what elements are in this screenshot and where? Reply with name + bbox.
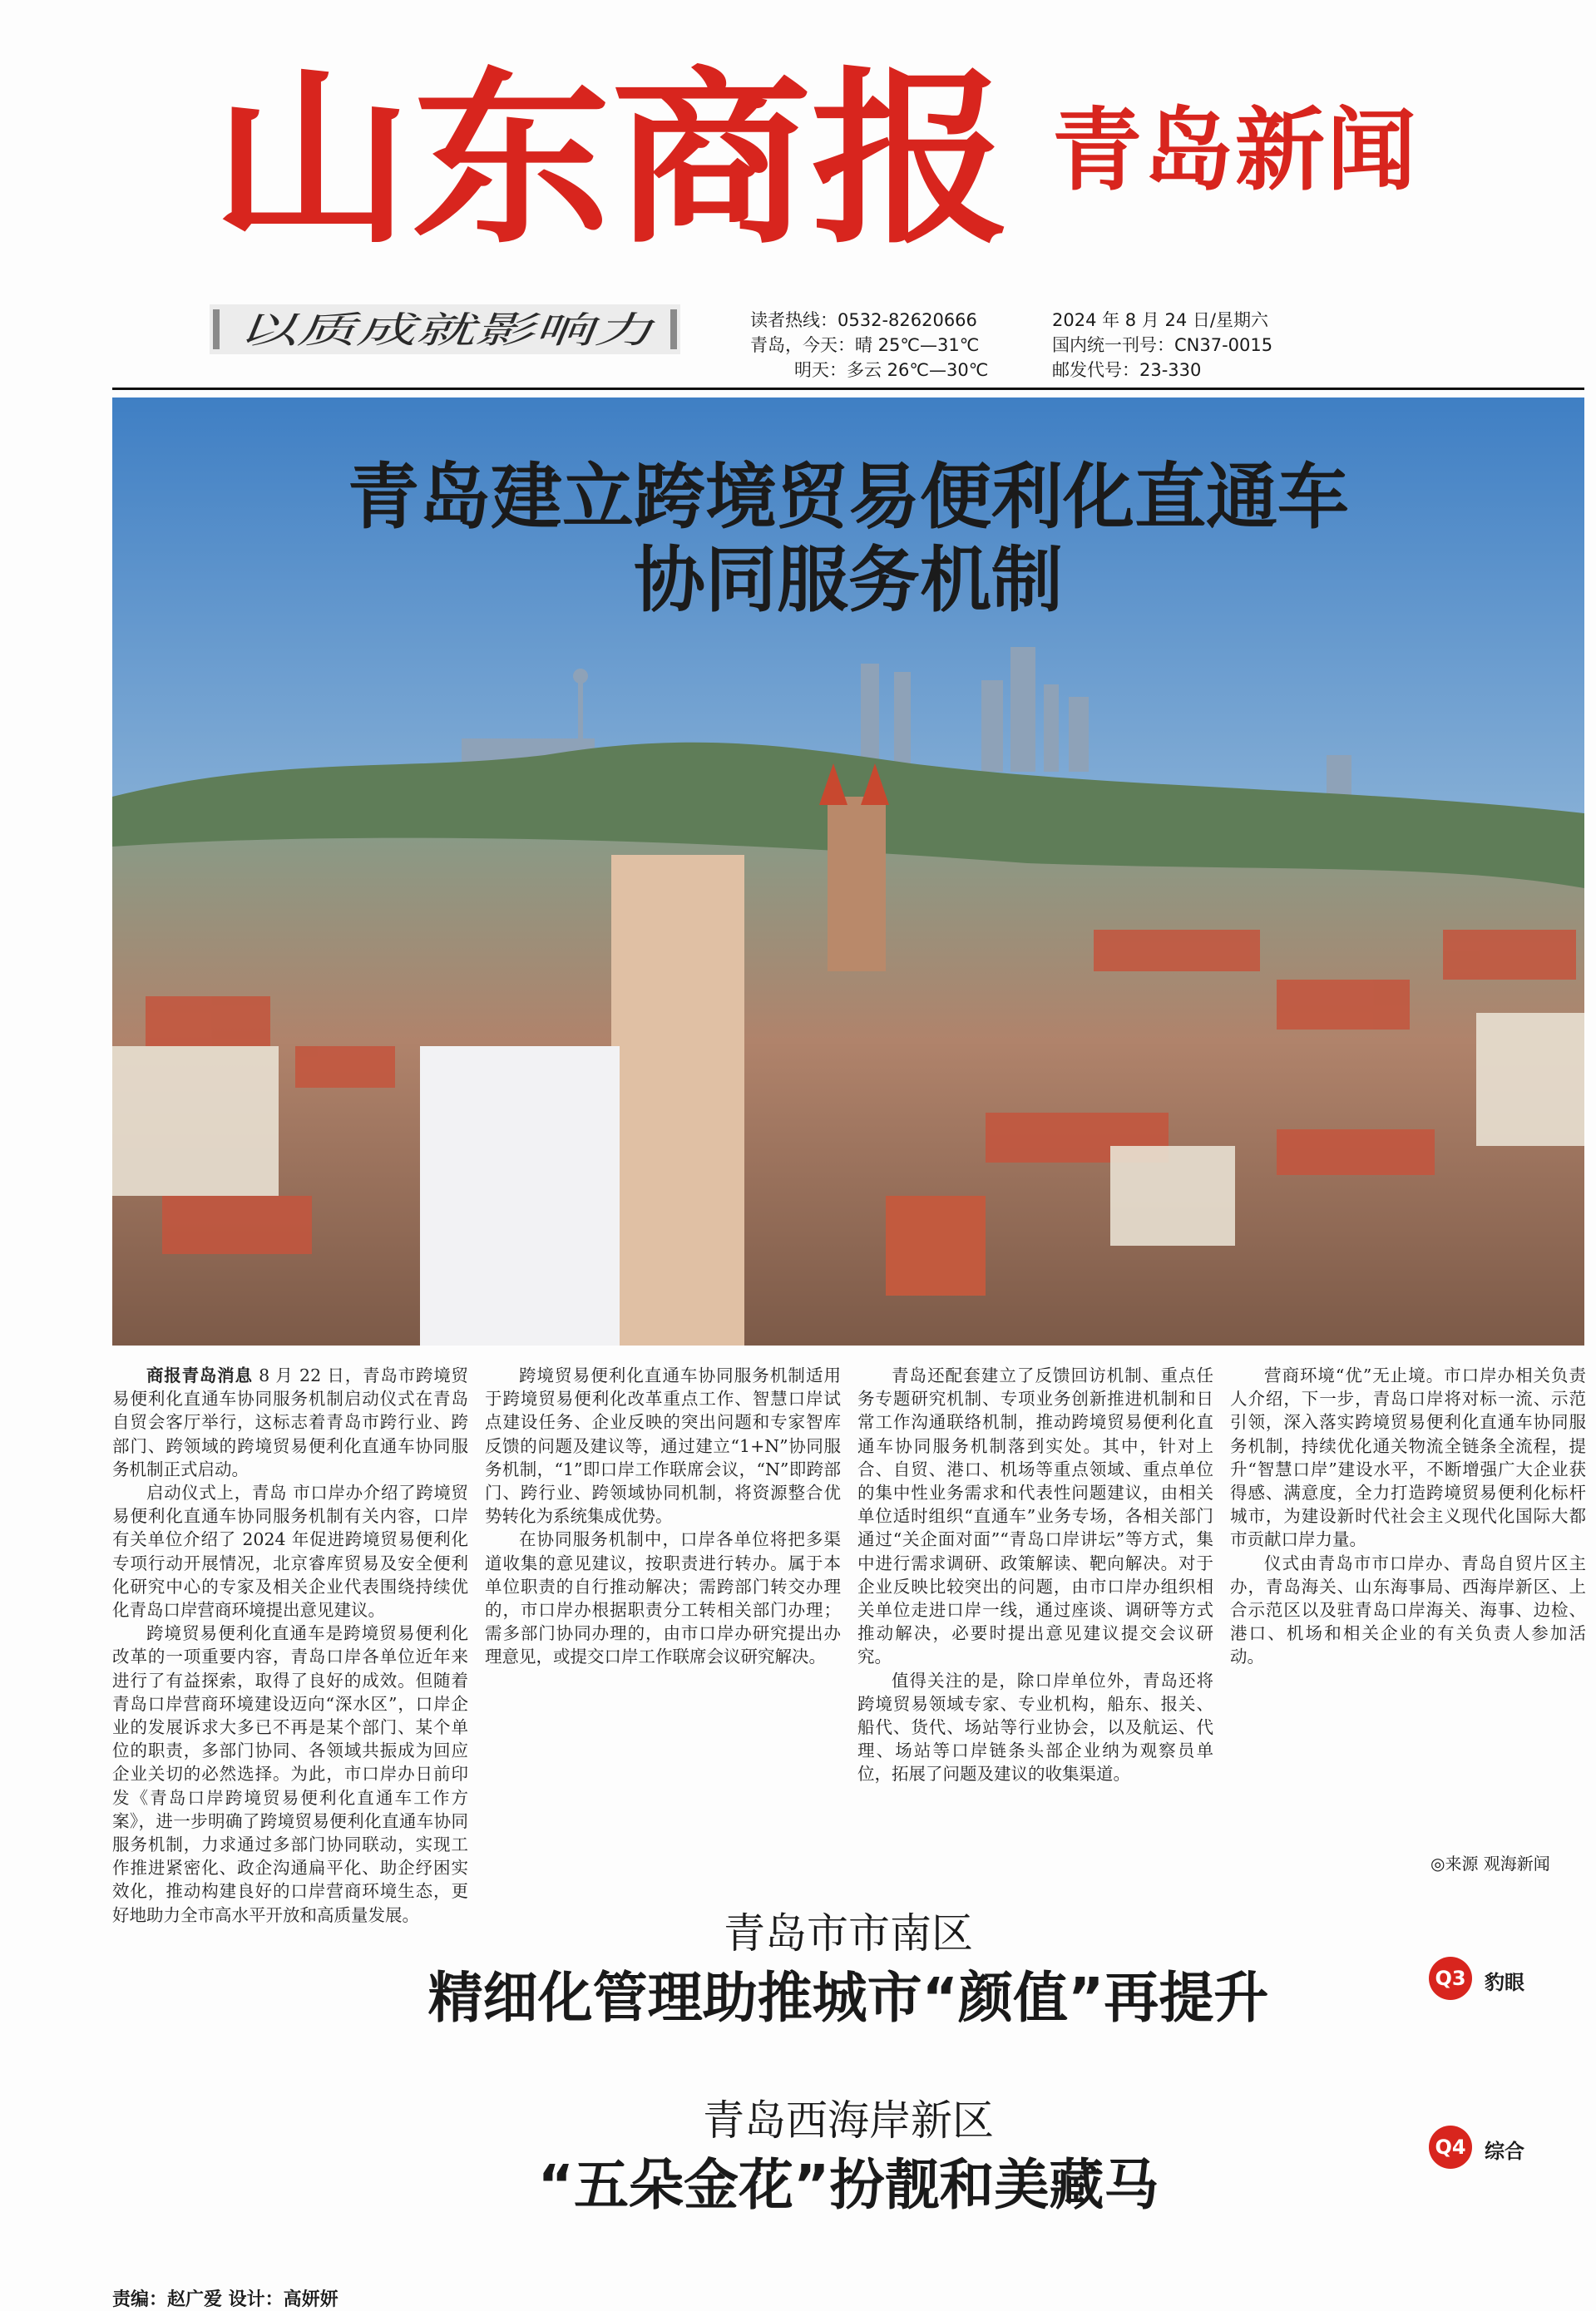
article-p5: 在协同服务机制中，口岸各单位将把多渠道收集的意见建议，按职责进行转办。属于本单位职责的自行推动解决；需跨部门转交办理的，市口岸办根据职责分工转相关部门办理；需多部门协同办理的，由市口岸办研究提出办理意见，或提交口岸工作联席会议研究解决。 <box>485 1529 841 1667</box>
page-badge-q3[interactable]: Q3 <box>1429 1957 1472 2000</box>
article-column-2 <box>485 1364 841 1871</box>
teaser-1[interactable] <box>112 1909 1584 2046</box>
weather-tomorrow: 明天：多云 26℃—30℃ <box>794 360 989 380</box>
article-lead: 商报青岛消息 <box>146 1365 253 1385</box>
article-p1: 8 月 22 日，青岛市跨境贸易便利化直通车协同服务机制启动仪式在青岛自贸会客厅举行，这标志着青岛市跨行业、跨部门、跨领域的跨境贸易便利化直通车协同服务机制正式启动。 <box>112 1365 468 1479</box>
slogan-calligraphy <box>208 299 682 359</box>
weather-today: 青岛，今天：晴 25℃—31℃ <box>750 335 980 355</box>
masthead-rule <box>112 388 1584 390</box>
postal-code: 邮发代号：23-330 <box>1052 360 1202 380</box>
paper-name: 山东商报 <box>212 52 1010 269</box>
article-p4: 跨境贸易便利化直通车协同服务机制适用于跨境贸易便利化改革重点工作、智慧口岸试点建设任务、企业反映的突出问题和专家智库反馈的问题及建议等，通过建立“1+N”协同服务机制，“1”即口岸工作联席会议，“N”即跨部门、跨行业、跨领域协同机制，将资源整合优势转化为系统集成优势。 <box>485 1365 841 1527</box>
cn-number: 国内统一刊号：CN37-0015 <box>1052 335 1273 355</box>
slogan-text: 以质成就影响力 <box>237 309 656 352</box>
teaser-1-kicker: 青岛市市南区 <box>724 1909 973 1958</box>
article-column-3 <box>857 1364 1213 1871</box>
editor-credits: 责编：赵广爱 设计：高妍妍 <box>112 2289 338 2310</box>
edition-name: 青岛新闻 <box>1052 99 1419 203</box>
hotline: 读者热线：0532-82620666 <box>750 310 977 330</box>
article-p7: 值得关注的是，除口岸单位外，青岛还将跨境贸易领域专家、专业机构，船东、报关、船代、货代、场站等行业协会，以及航运、代理、场站等口岸链条头部企业纳为观察员单位，拓展了问题及建议的收集渠道。 <box>857 1670 1213 1785</box>
page-badge-q4[interactable]: Q4 <box>1429 2126 1472 2169</box>
issue-date: 2024 年 8 月 24 日/星期六 <box>1052 310 1268 330</box>
teaser-2-headline[interactable]: “五朵金花”扮靓和美藏马 <box>537 2153 1159 2217</box>
article-column-1 <box>112 1364 468 1925</box>
section-label-q4: 综合 <box>1485 2140 1524 2163</box>
article-p8: 营商环境“优”无止境。市口岸办相关负责人介绍，下一步，青岛口岸将对标一流、示范引领，深入落实跨境贸易便利化直通车协同服务机制，持续优化通关物流全链条全流程，提升“智慧口岸”建设水平，不断增强广大企业获得感、满意度，全力打造跨境贸易便利化标杆城市，为建设新时代社会主义现代化国际大都市贡献口岸力量。 <box>1230 1365 1586 1550</box>
teaser-1-headline[interactable]: 精细化管理助推城市“颜值”再提升 <box>427 1966 1269 2030</box>
article-p3: 跨境贸易便利化直通车是跨境贸易便利化改革的一项重要内容，青岛口岸各单位近年来进行了有益探索，取得了良好的成效。但随着青岛口岸营商环境建设迈向“深水区”，口岸企业的发展诉求大多已不再是某个部门、某个单位的职责，多部门协同、各领域共振成为回应企业关切的必然选择。为此，市口岸办日前印发《青岛口岸跨境贸易便利化直通车工作方案》，进一步明确了跨境贸易便利化直通车协同服务机制，力求通过多部门协同联动，实现工作推进紧密化、政企沟通扁平化、助企纾困实效化，推动构建良好的口岸营商环境生态，更好地助力全市高水平开放和高质量发展。 <box>112 1623 468 1925</box>
article-column-4 <box>1230 1364 1586 1830</box>
article-source: ◎来源 观海新闻 <box>1430 1854 1550 1874</box>
teaser-2-kicker: 青岛西海岸新区 <box>703 2096 994 2145</box>
hero-title-line1: 青岛建立跨境贸易便利化直通车 <box>348 456 1349 539</box>
hero-title-line2: 协同服务机制 <box>634 539 1063 622</box>
article-p9: 仪式由青岛市市口岸办、青岛自贸片区主办，青岛海关、山东海事局、西海岸新区、上合示范区以及驻青岛口岸海关、海事、边检、港口、机场和相关企业的有关负责人参加活动。 <box>1230 1553 1586 1667</box>
section-label-q3: 豹眼 <box>1485 1971 1524 1994</box>
teaser-2[interactable] <box>112 2096 1584 2233</box>
masthead-logo <box>212 46 1010 269</box>
article-p2: 启动仪式上，青岛 市口岸办介绍了跨境贸易便利化直通车协同服务机制有关内容，口岸有关单位介绍了 2024 年促进跨境贸易便利化专项行动开展情况，北京睿库贸易及安全便利化研究中心的专家及相关企业代表围绕持续优化青岛口岸营商环境提出意见建议。 <box>112 1483 468 1621</box>
article-p6: 青岛还配套建立了反馈回访机制、重点任务专题研究机制、专项业务创新推进机制和日常工作沟通联络机制，推动跨境贸易便利化直通车协同服务机制落到实处。其中，针对上合、自贸、港口、机场等重点领域、重点单位的集中性业务需求和代表性问题建议，由相关单位适时组织“直通车”业务专场，各相关部门通过“关企面对面”“青岛口岸讲坛”等方式，集中进行需求调研、政策解读、靶向解决。对于企业反映比较突出的问题，由市口岸办组织相关单位走进口岸一线，通过座谈、调研等方式推动解决，必要时提出意见建议提交会议研究。 <box>857 1365 1213 1667</box>
